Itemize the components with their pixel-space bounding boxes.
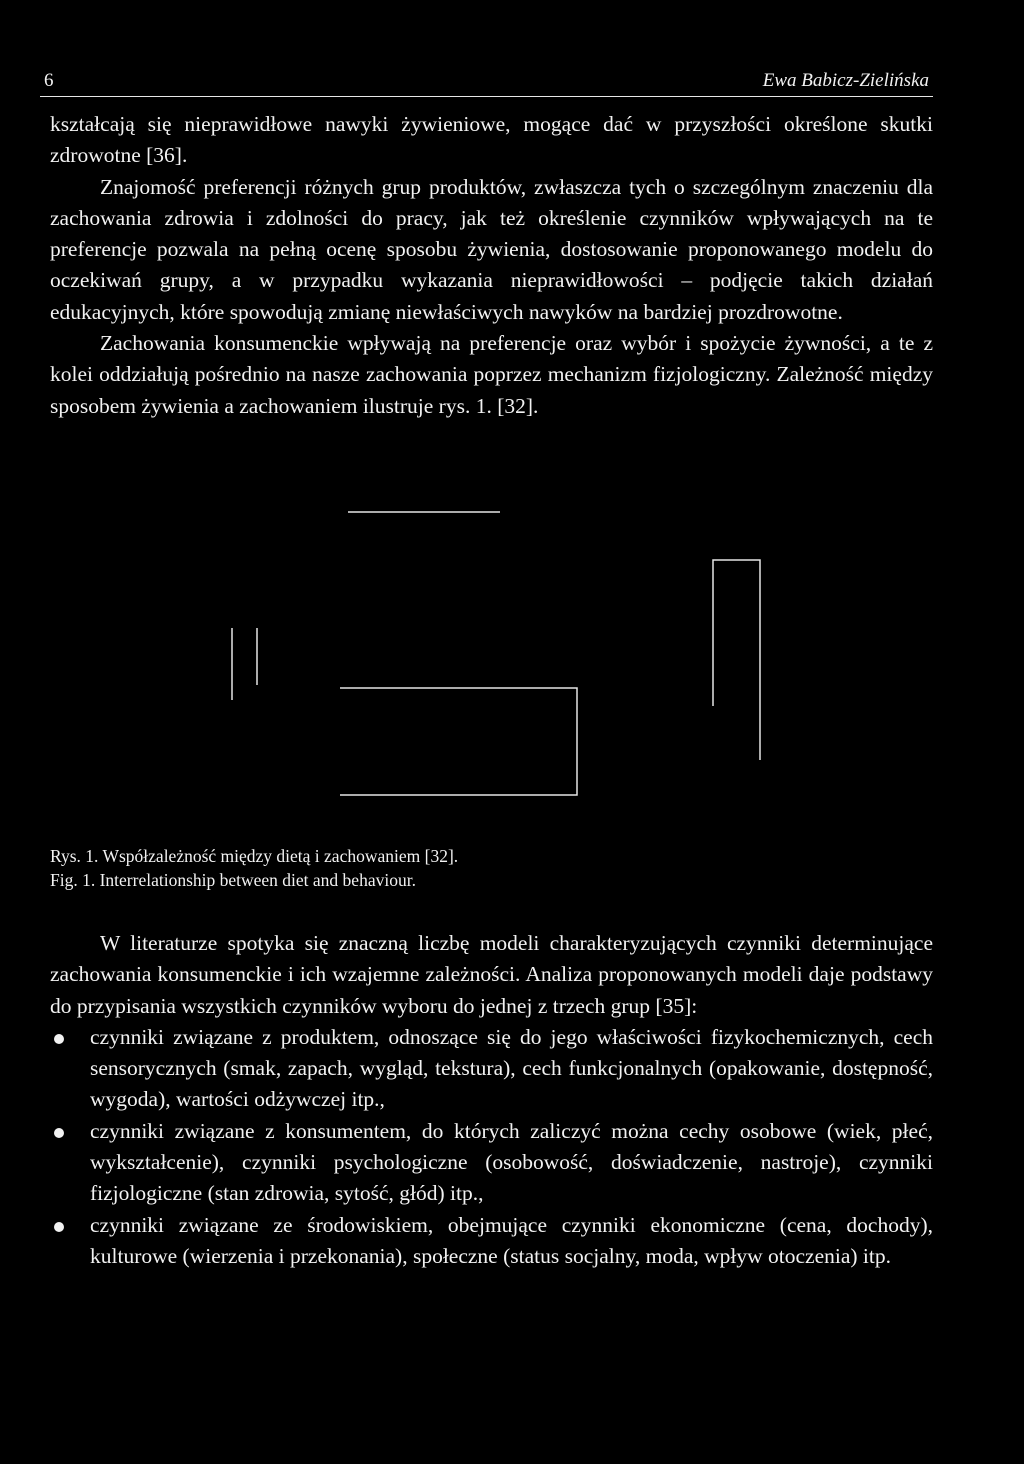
list-item-text: czynniki związane z produktem, odnoszące się do jego właściwości fizykochemicznych, cech sensorycznych (smak, zapach, wygląd, tekstura), cech funkcjonalnych (opakowanie, dostępność, wygoda), wartości odżywczej itp., <box>90 1024 933 1112</box>
diagram-lines <box>0 490 1024 820</box>
page-header <box>40 62 933 97</box>
bullet-icon <box>54 1222 64 1232</box>
list-item <box>50 1116 933 1210</box>
paragraph: kształcają się nieprawidłowe nawyki żywieniowe, mogące dać w przyszłości określone skutki zdrowotne [36]. <box>50 112 933 168</box>
page-number: 6 <box>44 70 54 91</box>
list-item <box>50 1022 933 1116</box>
list-item-text: czynniki związane ze środowiskiem, obejmujące czynniki ekonomiczne (cena, dochody), kulturowe (wierzenia i przekonania), społeczne (status socjalny, moda, wpływ otoczenia) itp. <box>90 1212 933 1268</box>
figure-caption-pl: Rys. 1. Współzależność między dietą i zachowaniem [32]. <box>50 846 459 866</box>
list-item-text: czynniki związane z konsumentem, do których zaliczyć można cechy osobowe (wiek, płeć, wykształcenie), czynniki psychologiczne (osobowość, doświadczenie, nastroje), czynniki fizjologiczne (stan zdrowia, sytość, głód) itp., <box>90 1118 933 1206</box>
running-head-author: Ewa Babicz-Zielińska <box>762 70 929 91</box>
diagram-box-outline <box>713 560 760 760</box>
paragraph: W literaturze spotyka się znaczną liczbę modeli charakteryzujących czynniki determinujące zachowania konsumenckie i ich wzajemne zależności. Analiza proponowanych modeli daje podstawy do przypisania wszystkich czynników wyboru do jednej z trzech grup [35]: <box>50 931 933 1018</box>
body-text-bottom <box>50 928 933 1272</box>
figure-diagram <box>0 490 1024 820</box>
paragraph: Znajomość preferencji różnych grup produktów, zwłaszcza tych o szczególnym znaczeniu dla zachowania zdrowia i zdolności do pracy, jak też określenie czynników wpływających na te preferencje pozwala na pełną ocenę sposobu żywienia, dostosowanie proponowanego modelu do oczekiwań grupy, a w przypadku wykazania nieprawidłowości – podjęcie takich działań edukacyjnych, które spowodują zmianę niewłaściwych nawyków na bardziej prozdrowotne. <box>50 174 933 324</box>
bullet-list <box>50 1022 933 1272</box>
diagram-box-outline <box>340 688 577 795</box>
bullet-icon <box>54 1128 64 1138</box>
figure-caption-en: Fig. 1. Interrelationship between diet and behaviour. <box>50 870 416 890</box>
paragraph: Zachowania konsumenckie wpływają na preferencje oraz wybór i spożycie żywności, a te z kolei oddziałują pośrednio na nasze zachowania poprzez mechanizm fizjologiczny. Zależność między sposobem żywienia a zachowaniem ilustruje rys. 1. [32]. <box>50 331 933 418</box>
body-text-top <box>50 109 933 422</box>
bullet-icon <box>54 1034 64 1044</box>
list-item <box>50 1210 933 1273</box>
